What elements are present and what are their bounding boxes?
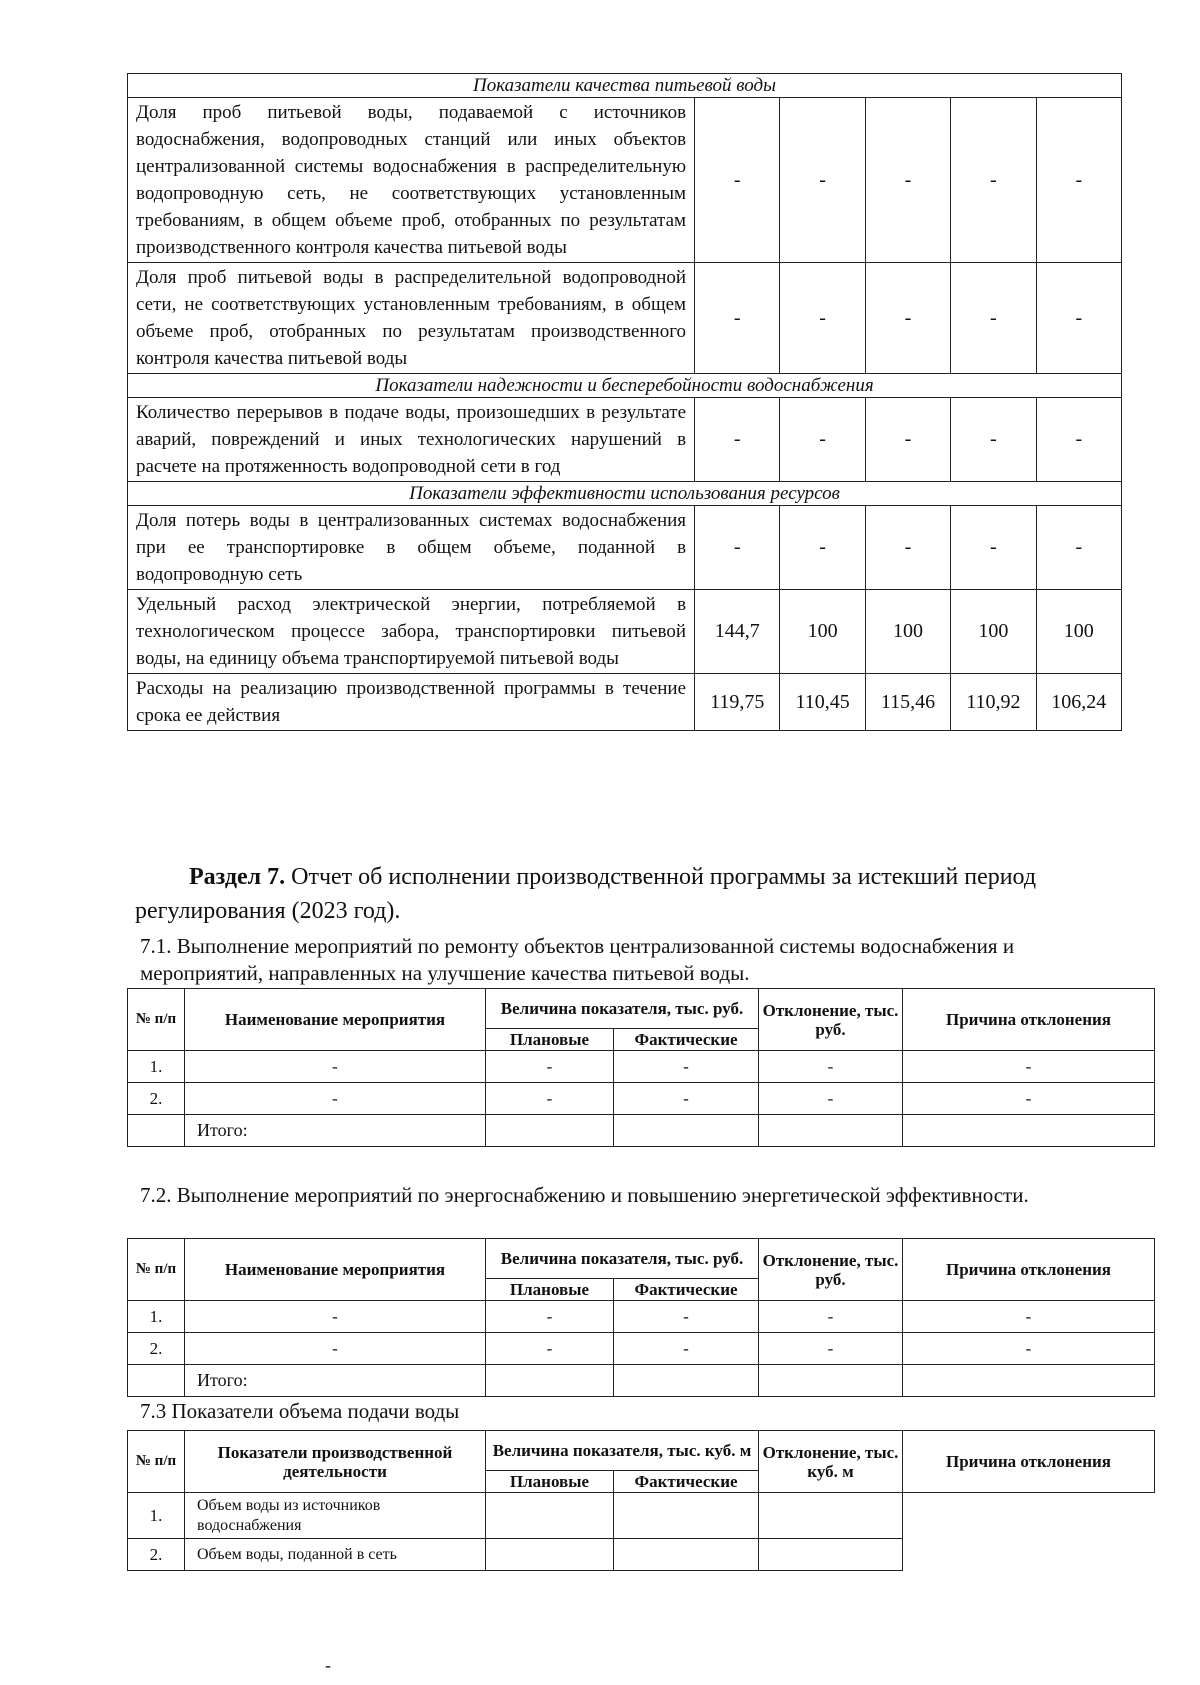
row-deviation <box>759 1539 903 1571</box>
table-7-1 <box>127 988 1155 1147</box>
indicator-value: - <box>780 98 865 263</box>
total-planned <box>486 1365 614 1397</box>
row-reason <box>903 1539 1155 1571</box>
col-header-actual: Фактические <box>614 1471 759 1493</box>
indicator-value: 100 <box>780 590 865 674</box>
row-planned: - <box>486 1333 614 1365</box>
row-deviation: - <box>759 1301 903 1333</box>
row-actual: - <box>614 1333 759 1365</box>
row-name: Объем воды из источников водоснабжения <box>185 1493 486 1539</box>
total-actual <box>614 1115 759 1147</box>
table-row <box>128 98 1122 263</box>
table-row <box>128 1539 1155 1571</box>
indicator-value: - <box>695 398 780 482</box>
table-row <box>128 674 1122 731</box>
col-header-name: Наименование мероприятия <box>185 1239 486 1301</box>
col-header-deviation: Отклонение, тыс. руб. <box>759 1239 903 1301</box>
col-header-value: Величина показателя, тыс. руб. <box>486 1239 759 1279</box>
row-actual: - <box>614 1051 759 1083</box>
table-row <box>128 1301 1155 1333</box>
indicator-description: Доля проб питьевой воды, подаваемой с источников водоснабжения, водопроводных станций или иных объектов централизованной системы водоснабжения в распределительную водопроводную сеть, не соответствующих установленным требованиям, в общем объеме проб, отобранных по результатам производственного контроля качества питьевой воды <box>128 98 695 263</box>
section-7-label: Раздел 7. <box>189 864 286 890</box>
total-actual <box>614 1365 759 1397</box>
indicator-value: 110,92 <box>951 674 1036 731</box>
indicator-value: - <box>1036 98 1121 263</box>
section-7-heading <box>135 860 1125 928</box>
col-header-actual: Фактические <box>614 1029 759 1051</box>
table-row <box>128 506 1122 590</box>
indicator-value: - <box>865 263 950 374</box>
row-num: 2. <box>128 1539 185 1571</box>
row-deviation: - <box>759 1051 903 1083</box>
row-reason <box>903 1493 1155 1539</box>
table-row <box>128 263 1122 374</box>
total-num <box>128 1115 185 1147</box>
row-reason: - <box>903 1301 1155 1333</box>
col-header-reason: Причина отклонения <box>903 1431 1155 1493</box>
row-name: - <box>185 1333 486 1365</box>
col-header-reason: Причина отклонения <box>903 989 1155 1051</box>
table-row <box>128 398 1122 482</box>
indicator-value: - <box>780 263 865 374</box>
indicator-value: - <box>865 506 950 590</box>
row-name: Объем воды, поданной в сеть <box>185 1539 486 1571</box>
indicator-value: - <box>865 98 950 263</box>
row-num: 2. <box>128 1083 185 1115</box>
subsection-7-1-title: 7.1. Выполнение мероприятий по ремонту объектов централизованной системы водоснабжения и мероприятий, направленных на улучшение качества питьевой воды. <box>140 934 1015 985</box>
col-header-planned: Плановые <box>486 1029 614 1051</box>
footer-mark: - <box>325 1655 331 1675</box>
row-num: 1. <box>128 1051 185 1083</box>
row-name: - <box>185 1301 486 1333</box>
col-header-planned: Плановые <box>486 1279 614 1301</box>
indicator-value: - <box>951 506 1036 590</box>
indicator-value: 144,7 <box>695 590 780 674</box>
indicator-value: - <box>1036 506 1121 590</box>
row-num: 1. <box>128 1301 185 1333</box>
section-title-efficiency: Показатели эффективности использования ресурсов <box>128 482 1122 506</box>
indicators-table <box>127 73 1122 731</box>
table-row <box>128 590 1122 674</box>
total-reason <box>903 1365 1155 1397</box>
total-row <box>128 1115 1155 1147</box>
table-row <box>128 1083 1155 1115</box>
col-header-reason: Причина отклонения <box>903 1239 1155 1301</box>
row-planned: - <box>486 1051 614 1083</box>
row-name: - <box>185 1051 486 1083</box>
row-actual <box>614 1539 759 1571</box>
indicator-value: - <box>780 398 865 482</box>
col-header-planned: Плановые <box>486 1471 614 1493</box>
indicator-value: 100 <box>951 590 1036 674</box>
indicator-description: Доля потерь воды в централизованных системах водоснабжения при ее транспортировке в общем объеме, поданной в водопроводную сеть <box>128 506 695 590</box>
row-reason: - <box>903 1333 1155 1365</box>
col-header-indicators: Показатели производственной деятельности <box>185 1431 486 1493</box>
indicator-value: - <box>951 98 1036 263</box>
indicator-value: 106,24 <box>1036 674 1121 731</box>
table-row <box>128 1493 1155 1539</box>
subsection-7-2-title: 7.2. Выполнение мероприятий по энергоснабжению и повышению энергетической эффективности. <box>140 1183 1029 1207</box>
indicator-value: - <box>951 398 1036 482</box>
indicator-value: - <box>695 98 780 263</box>
indicator-value: 119,75 <box>695 674 780 731</box>
section-title-reliability: Показатели надежности и бесперебойности водоснабжения <box>128 374 1122 398</box>
col-header-deviation: Отклонение, тыс. руб. <box>759 989 903 1051</box>
table-7-2 <box>127 1238 1155 1397</box>
row-deviation: - <box>759 1333 903 1365</box>
indicator-value: - <box>865 398 950 482</box>
col-header-name: Наименование мероприятия <box>185 989 486 1051</box>
total-label: Итого: <box>185 1365 486 1397</box>
row-planned: - <box>486 1301 614 1333</box>
indicator-value: 100 <box>1036 590 1121 674</box>
row-deviation: - <box>759 1083 903 1115</box>
row-deviation <box>759 1493 903 1539</box>
row-actual: - <box>614 1083 759 1115</box>
indicator-description: Количество перерывов в подаче воды, произошедших в результате аварий, повреждений и иных технологических нарушений в расчете на протяженность водопроводной сети в год <box>128 398 695 482</box>
indicator-value: - <box>1036 263 1121 374</box>
row-planned <box>486 1493 614 1539</box>
row-reason: - <box>903 1051 1155 1083</box>
subsection-7-3-title: 7.3 Показатели объема подачи воды <box>140 1399 460 1423</box>
indicator-value: - <box>951 263 1036 374</box>
row-planned <box>486 1539 614 1571</box>
row-reason: - <box>903 1083 1155 1115</box>
row-actual: - <box>614 1301 759 1333</box>
col-header-value: Величина показателя, тыс. куб. м <box>486 1431 759 1471</box>
table-row <box>128 1333 1155 1365</box>
section-title-quality: Показатели качества питьевой воды <box>128 74 1122 98</box>
total-num <box>128 1365 185 1397</box>
col-header-deviation: Отклонение, тыс. куб. м <box>759 1431 903 1493</box>
indicator-description: Удельный расход электрической энергии, потребляемой в технологическом процессе забора, транспортировки питьевой воды, на единицу объема транспортируемой питьевой воды <box>128 590 695 674</box>
indicator-description: Расходы на реализацию производственной программы в течение срока ее действия <box>128 674 695 731</box>
indicator-value: - <box>695 263 780 374</box>
indicator-value: - <box>695 506 780 590</box>
total-label: Итого: <box>185 1115 486 1147</box>
indicator-description: Доля проб питьевой воды в распределительной водопроводной сети, не соответствующих установленным требованиям, в общем объеме проб, отобранных по результатам производственного контроля качества питьевой воды <box>128 263 695 374</box>
row-num: 2. <box>128 1333 185 1365</box>
table-7-3 <box>127 1430 1155 1571</box>
indicator-value: 115,46 <box>865 674 950 731</box>
col-header-actual: Фактические <box>614 1279 759 1301</box>
row-planned: - <box>486 1083 614 1115</box>
row-actual <box>614 1493 759 1539</box>
total-deviation <box>759 1365 903 1397</box>
total-deviation <box>759 1115 903 1147</box>
total-row <box>128 1365 1155 1397</box>
row-num: 1. <box>128 1493 185 1539</box>
section-7-title: Отчет об исполнении производственной программы за истекший период регулирования (2023 год). <box>135 864 1037 924</box>
row-name: - <box>185 1083 486 1115</box>
total-reason <box>903 1115 1155 1147</box>
col-header-value: Величина показателя, тыс. руб. <box>486 989 759 1029</box>
col-header-num: № п/п <box>128 1431 185 1493</box>
col-header-num: № п/п <box>128 1239 185 1301</box>
total-planned <box>486 1115 614 1147</box>
indicator-value: - <box>780 506 865 590</box>
col-header-num: № п/п <box>128 989 185 1051</box>
indicator-value: - <box>1036 398 1121 482</box>
table-row <box>128 1051 1155 1083</box>
indicator-value: 110,45 <box>780 674 865 731</box>
indicator-value: 100 <box>865 590 950 674</box>
